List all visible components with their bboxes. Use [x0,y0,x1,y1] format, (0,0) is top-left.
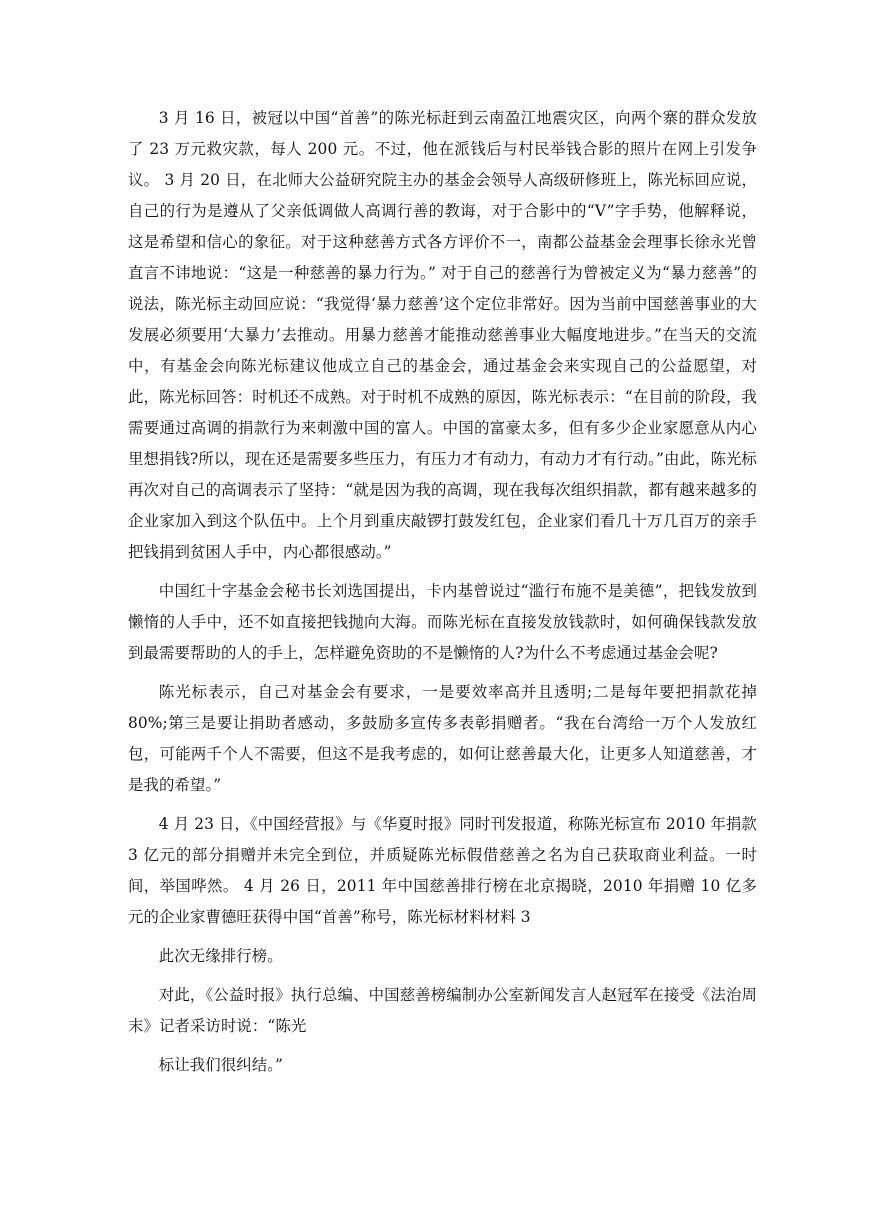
paragraph-1: 3 月 16 日，被冠以中国“首善”的陈光标赶到云南盈江地震灾区，向两个寨的群众发放了 23 万元救灾款，每人 200 元。不过，他在派钱后与村民举钱合影的照片在网上引发争议。 3 月 20 日，在北师大公益研究院主办的基金会领导人高级研修班上，陈光标回应说，自己的行为是遵从了父亲低调做人高调行善的教诲，对于合影中的“V”字手势，他解释说，这是希望和信心的象征。对于这种慈善方式各方评价不一，南都公益基金会理事长徐永光曾直言不讳地说：“这是一种慈善的暴力行为。” 对于自己的慈善行为曾被定义为“暴力慈善”的说法，陈光标主动回应说：“我觉得‘暴力慈善’这个定位非常好。因为当前中国慈善事业的大发展必须要用‘大暴力’去推动。用暴力慈善才能推动慈善事业大幅度地进步。”在当天的交流中，有基金会向陈光标建议他成立自己的基金会，通过基金会来实现自己的公益愿望，对此，陈光标回答：时机还不成熟。对于时机不成熟的原因，陈光标表示：“在目前的阶段，我需要通过高调的捐款行为来刺激中国的富人。中国的富豪太多，但有多少企业家愿意从内心里想捐钱?所以，现在还是需要多些压力，有压力才有动力，有动力才有行动。”由此，陈光标再次对自己的高调表示了坚持：“就是因为我的高调，现在我每次组织捐款，都有越来越多的企业家加入到这个队伍中。上个月到重庆敲锣打鼓发红包，企业家们看几十万几百万的亲手把钱捐到贫困人手中，内心都很感动。” [128,109,757,561]
paragraph-2: 中国红十字基金会秘书长刘选国提出，卡内基曾说过“滥行布施不是美德”，把钱发放到懒惰的人手中，还不如直接把钱抛向大海。而陈光标在直接发放钱款时，如何确保钱款发放到最需要帮助的人的手上，怎样避免资助的不是懒惰的人?为什么不考虑通过基金会呢? [128,582,757,662]
paragraph-3: 陈光标表示，自己对基金会有要求，一是要效率高并且透明;二是每年要把捐款花掉 80%;第三是要让捐助者感动，多鼓励多宣传多表彰捐赠者。“我在台湾给一万个人发放红包，可能两千个人不需要，但这不是我考虑的，如何让慈善最大化，让更多人知道慈善，才是我的希望。” [128,683,757,794]
paragraph-4: 4 月 23 日，《中国经营报》与《华夏时报》同时刊发报道，称陈光标宣布 2010 年捐款 3 亿元的部分捐赠并未完全到位，并质疑陈光标假借慈善之名为自己获取商业利益。一时间，举国哗然。 4 月 26 日，2011 年中国慈善排行榜在北京揭晓，2010 年捐赠 10 亿多元的企业家曹德旺获得中国“首善”称号，陈光标材料材料 3 [128,815,757,926]
paragraph-7: 标让我们很纠结。” [158,1056,283,1074]
paragraph-6: 对此，《公益时报》执行总编、中国慈善榜编制办公室新闻发言人赵冠军在接受《法治周末》记者采访时说：“陈光 [128,986,757,1035]
paragraph-5: 此次无缘排行榜。 [158,947,283,965]
